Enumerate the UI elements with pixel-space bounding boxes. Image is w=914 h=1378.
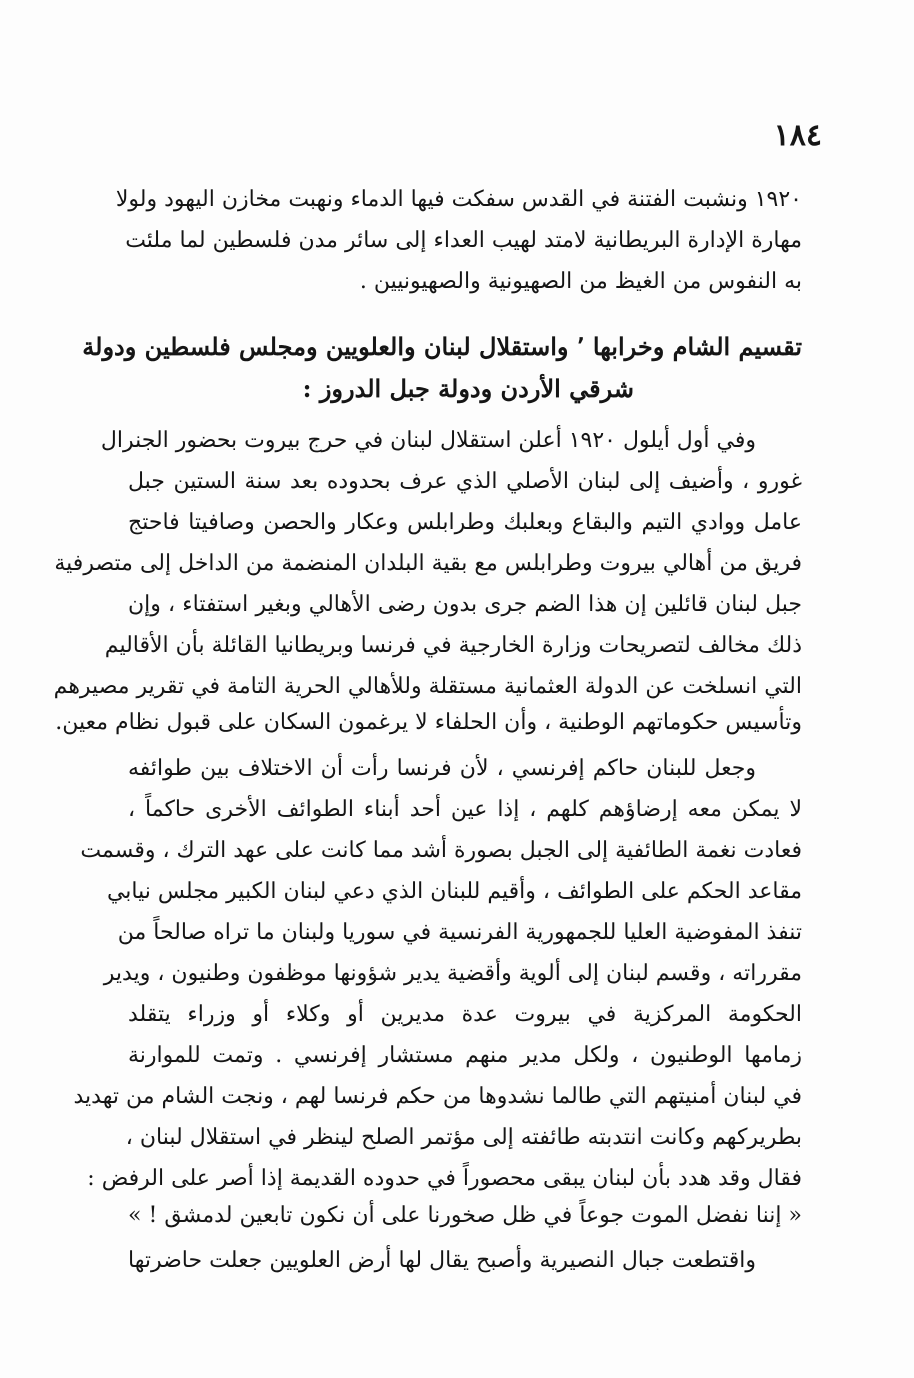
text-line: مهارة الإدارة البريطانية لامتد لهيب العداء إلى سائر مدن فلسطين لما ملئت	[125, 228, 802, 253]
page-number: ١٨٤	[773, 118, 822, 153]
text-line: فقال وقد هدد بأن لبنان يبقى محصوراً في حدوده القديمة إذا أصر على الرفض :	[87, 1166, 802, 1191]
text-line: عامل ووادي التيم والبقاع وبعلبك وطرابلس وعكار والحصن وصافيتا فاحتج	[128, 510, 802, 535]
text-line: غورو ، وأضيف إلى لبنان الأصلي الذي عرف بحدوده بعد سنة الستين جبل	[128, 469, 802, 494]
text-line: ذلك مخالف لتصريحات وزارة الخارجية في فرنسا وبريطانيا القائلة بأن الأقاليم	[104, 633, 802, 658]
text-line: واقتطعت جبال النصيرية وأصبح يقال لها أرض العلويين جعلت حاضرتها	[128, 1248, 756, 1273]
text-line: تنفذ المفوضية العليا للجمهورية الفرنسية في سوريا ولبنان ما تراه صالحاً من	[117, 920, 802, 945]
text-line: به النفوس من الغيظ من الصهيونية والصهيونيين .	[359, 269, 802, 294]
text-line: زمامها الوطنيون ، ولكل مدير منهم مستشار إفرنسي . وتمت للموارنة	[128, 1043, 802, 1068]
text-line: بطريركهم وكانت انتدبته طائفته إلى مؤتمر الصلح لينظر في استقلال لبنان ،	[125, 1125, 802, 1150]
text-line: وفي أول أيلول ١٩٢٠ أعلن استقلال لبنان في حرج بيروت بحضور الجنرال	[100, 428, 756, 453]
text-line: في لبنان أمنيتهم التي طالما نشدوها من حكم فرنسا لهم ، ونجت الشام من تهديد	[73, 1084, 802, 1109]
text-line: مقاعد الحكم على الطوائف ، وأقيم للبنان الذي دعي لبنان الكبير مجلس نيابي	[106, 879, 802, 904]
text-line: الحكومة المركزية في بيروت عدة مديرين أو وكلاء أو وزراء يتقلد	[128, 1002, 802, 1027]
text-line: فعادت نغمة الطائفية إلى الجبل بصورة أشد مما كانت على عهد الترك ، وقسمت	[80, 838, 802, 863]
text-line: التي انسلخت عن الدولة العثمانية مستقلة وللأهالي الحرية التامة في تقرير مصيرهم	[53, 674, 802, 699]
section-heading: شرقي الأردن ودولة جبل الدروز :	[302, 374, 634, 403]
text-line: فريق من أهالي بيروت وطرابلس مع بقية البلدان المنضمة من الداخل إلى متصرفية	[54, 551, 802, 576]
text-line: « إننا نفضل الموت جوعاً في ظل صخورنا على أن نكون تابعين لدمشق ! »	[128, 1203, 802, 1228]
text-line: وتأسيس حكوماتهم الوطنية ، وأن الحلفاء لا يرغمون السكان على قبول نظام معين.	[55, 710, 802, 735]
text-line: ١٩٢٠ ونشبت الفتنة في القدس سفكت فيها الدماء ونهبت مخازن اليهود ولولا	[115, 187, 802, 212]
text-line: جبل لبنان قائلين إن هذا الضم جرى بدون رضى الأهالي وبغير استفتاء ، وإن	[128, 592, 802, 617]
text-line: لا يمكن معه إرضاؤهم كلهم ، إذا عين أحد أبناء الطوائف الأخرى حاكماً ،	[128, 797, 802, 822]
section-heading: تقسيم الشام وخرابها ٬ واستقلال لبنان والعلويين ومجلس فلسطين ودولة	[82, 332, 802, 361]
text-line: مقرراته ، وقسم لبنان إلى ألوية وأقضية يدير شؤونها موظفون وطنيون ، ويدير	[103, 961, 802, 986]
text-line: وجعل للبنان حاكم إفرنسي ، لأن فرنسا رأت أن الاختلاف بين طوائفه	[128, 756, 756, 781]
